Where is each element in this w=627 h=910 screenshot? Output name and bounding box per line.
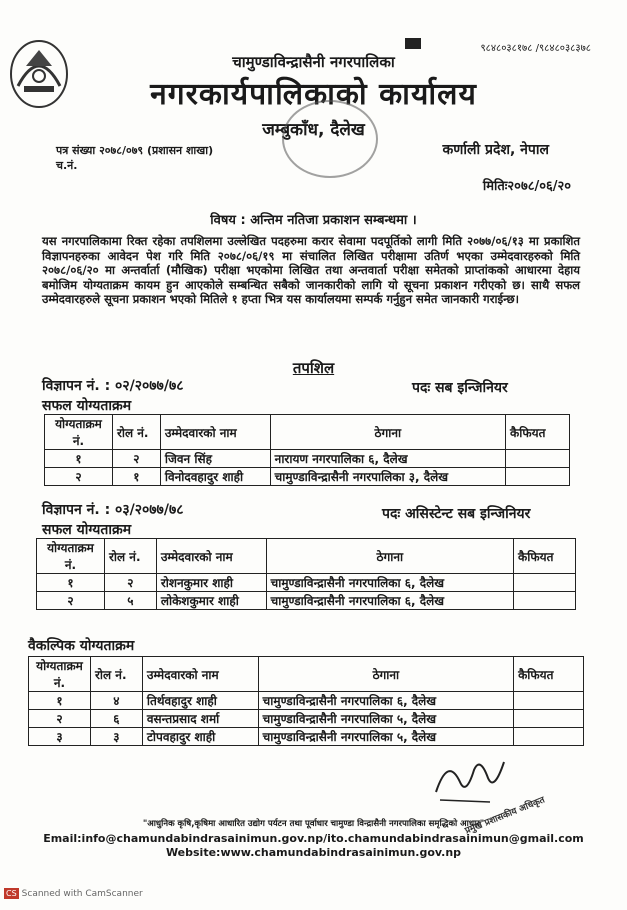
letter-number: पत्र संख्या २०७८/०७९ (प्रशासन शाखा) (56, 144, 214, 157)
table-row (45, 468, 570, 486)
cell-address: चामुण्डाविन्द्रासैनी नगरपालिका ६, दैलेख (266, 574, 513, 592)
cell-name: लोकेशकुमार शाही (156, 592, 266, 610)
municipality-name: चामुण्डाविन्द्रासैनी नगरपालिका (232, 53, 395, 71)
cell-address: चामुण्डाविन्द्रासैनी नगरपालिका ३, दैलेख (270, 468, 505, 486)
dispatch-number: च.नं. (56, 159, 78, 172)
table-row (37, 592, 576, 610)
table-row (45, 450, 570, 468)
results-table (36, 538, 576, 610)
post-name: पदः सब इन्जिनियर (412, 380, 508, 396)
cell-remarks (514, 574, 576, 592)
table-row (29, 692, 584, 710)
table-header-row (29, 657, 584, 692)
column-header-address: ठेगाना (258, 657, 513, 692)
column-header-remarks: कैफियत (514, 657, 584, 692)
cell-remarks (514, 692, 584, 710)
signatory-title: प्रमुख प्रशासकीय अधिकृत (463, 795, 547, 837)
cell-rank: १ (29, 692, 91, 710)
cell-name: वसन्तप्रसाद शर्मा (142, 710, 258, 728)
results-table (28, 656, 584, 746)
column-header-name: उम्मेदवारको नाम (156, 539, 266, 574)
cell-address: चामुण्डाविन्द्रासैनी नगरपालिका ५, दैलेख (258, 728, 513, 746)
office-location: जम्बुकाँध, दैलेख (262, 120, 365, 140)
section-heading: सफल योग्यताक्रम (42, 522, 132, 538)
column-header-rank: योग्यताक्रम नं. (45, 415, 113, 450)
section-heading: सफल योग्यताक्रम (42, 398, 132, 414)
cell-address: चामुण्डाविन्द्रासैनी नगरपालिका ६, दैलेख (266, 592, 513, 610)
office-title: नगरकार्यपालिकाको कार्यालय (150, 77, 477, 112)
cell-name: जिवन सिंह (160, 450, 270, 468)
column-header-address: ठेगाना (270, 415, 505, 450)
subject-line: विषय : अन्तिम नतिजा प्रकाशन सम्बन्धमा । (210, 213, 417, 228)
scanner-watermark (4, 888, 143, 899)
letter-date: मितिः२०७८/०६/२० (482, 179, 571, 194)
cell-rank: १ (45, 450, 113, 468)
cell-remarks (506, 450, 570, 468)
cell-roll: ३ (90, 728, 142, 746)
cell-rank: २ (37, 592, 105, 610)
cell-rank: २ (29, 710, 91, 728)
cell-remarks (506, 468, 570, 486)
cell-remarks (514, 592, 576, 610)
office-stamp (282, 100, 378, 178)
table-row (29, 728, 584, 746)
cell-rank: २ (45, 468, 113, 486)
section-heading: वैकल्पिक योग्यताक्रम (28, 638, 135, 654)
cell-name: तिर्थवहादुर शाही (142, 692, 258, 710)
cell-roll: ५ (104, 592, 156, 610)
post-name: पदः असिस्टेन्ट सब इन्जिनियर (382, 506, 531, 522)
phone-numbers: ९८४८०३८१७८ /९८४८०३८३७८ (480, 43, 591, 54)
column-header-roll: रोल नं. (90, 657, 142, 692)
table-header-row (45, 415, 570, 450)
cell-roll: ६ (90, 710, 142, 728)
table-row (29, 710, 584, 728)
cell-address: नारायण नगरपालिका ६, दैलेख (270, 450, 505, 468)
results-table (44, 414, 570, 486)
footer-website: Website:www.chamundabindrasainimun.gov.np (165, 846, 462, 859)
column-header-address: ठेगाना (266, 539, 513, 574)
column-header-remarks: कैफियत (506, 415, 570, 450)
cell-remarks (514, 710, 584, 728)
cell-name: विनोदवहादुर शाही (160, 468, 270, 486)
cell-name: रोशनकुमार शाही (156, 574, 266, 592)
column-header-name: उम्मेदवारको नाम (160, 415, 270, 450)
scanner-text: Scanned with CamScanner (21, 889, 143, 899)
cell-rank: १ (37, 574, 105, 592)
cell-address: चामुण्डाविन्द्रासैनी नगरपालिका ५, दैलेख (258, 710, 513, 728)
column-header-name: उम्मेदवारको नाम (142, 657, 258, 692)
province: कर्णाली प्रदेश, नेपाल (442, 142, 549, 158)
footer-slogan: "आधुनिक कृषि,कृषिमा आधारित उद्योग पर्यटन तथा पूर्वाधार चामुण्डा विन्द्रासैनी नगरपालिका समृद्धिको आधार" (142, 819, 485, 829)
column-header-roll: रोल नं. (104, 539, 156, 574)
cell-remarks (514, 728, 584, 746)
cell-roll: २ (112, 450, 160, 468)
cell-roll: ४ (90, 692, 142, 710)
advertisement-number: विज्ञापन नं. : ०२/२०७७/७८ (42, 378, 184, 394)
signature (430, 752, 510, 810)
notice-body: यस नगरपालिकामा रिक्त रहेका तपशिलमा उल्लेखित पदहरुमा करार सेवामा पदपूर्तिको लागी मिति २०७७/०६/१३ मा प्रकाशित विज्ञापनहरुका आवेदन पेश गरि मिति २०७८/०६/१९ मा संचालित लिखित परीक्षामा उतिर्ण भएका उम्मेदवारहरुको मिति २०७८/०६/२० मा अन्तर्वार्ता (मौखिक) परीक्षा भएकोमा लिखित तथा अन्तवार्ता परीक्षा समेतको प्राप्तांकको आधारमा देहाय बमोजिम योग्यताक्रम कायम हुन आएकोले सम्बन्धित सबैको जानकारीको लागि यो सूचना प्रकाशन गरीएको छ। साथै सफल उम्मेदवारहरुले सूचना प्रकाशन भएको मितिले १ हप्ता भित्र यस कार्यालयमा सम्पर्क गर्नुहुन समेत जानकारी गराईन्छ। (42, 234, 580, 307)
column-header-rank: योग्यताक्रम नं. (29, 657, 91, 692)
camscanner-icon: CS (6, 889, 17, 898)
column-header-remarks: कैफियत (514, 539, 576, 574)
advertisement-number: विज्ञापन नं. : ०३/२०७७/७८ (42, 502, 184, 518)
table-row (37, 574, 576, 592)
column-header-rank: योग्यताक्रम नं. (37, 539, 105, 574)
cell-rank: ३ (29, 728, 91, 746)
table-header-row (37, 539, 576, 574)
cell-roll: १ (112, 468, 160, 486)
phone-icon (405, 38, 421, 49)
cell-name: टोपवहादुर शाही (142, 728, 258, 746)
column-header-roll: रोल नं. (112, 415, 160, 450)
details-heading: तपशिल (292, 359, 335, 377)
cell-roll: २ (104, 574, 156, 592)
footer-email: Email:info@chamundabindrasainimun.gov.np/ito.chamundabindrasainimun@gmail.com (43, 832, 584, 845)
cell-address: चामुण्डाविन्द्रासैनी नगरपालिका ६, दैलेख (258, 692, 513, 710)
